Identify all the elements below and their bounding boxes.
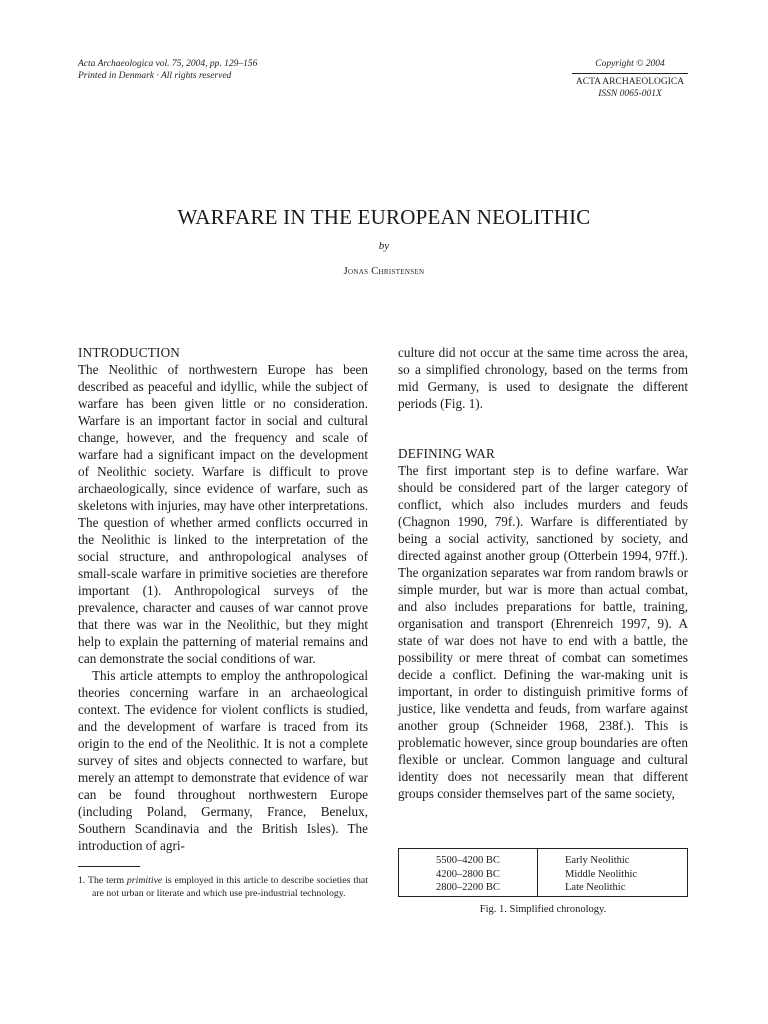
figure-caption: Fig. 1. Simplified chronology. — [479, 904, 607, 915]
footnote-text-after: is employed in this article to describe societies that are not urban or literate and which use pre-industrial technology. — [92, 875, 368, 899]
chronology-table — [398, 848, 688, 897]
section-heading-defining-war: DEFINING WAR — [398, 446, 496, 461]
footnote-rule — [78, 866, 140, 867]
left-column — [78, 344, 368, 854]
table-divider — [537, 849, 538, 896]
journal-citation — [78, 58, 257, 82]
periods-column — [565, 854, 637, 895]
journal-line: Acta Archaeologica vol. 75, 2004, pp. 129–156 — [78, 59, 258, 69]
right-column — [398, 344, 688, 802]
journal-masthead — [572, 58, 688, 100]
table-cell-period: Early Neolithic — [565, 855, 630, 866]
journal-name: ACTA ARCHAEOLOGICA — [575, 77, 685, 87]
intro-paragraph-1: The Neolithic of northwestern Europe has been described as peaceful and idyllic, while the subject of warfare has been given little or no consideration. Warfare is an important factor in social and cultural change, however, and the frequency and scale of warfare had a significant impact on the development of Neolithic society. Warfare is difficult to prove archaeologically, since evidence of warfare, such as skeletons with injuries, may have other interpretations. The question of whether armed conflicts occurred in the Neolithic is linked to the interpretation of the social structure, and anthropological analyses of small-scale warfare in primitive societies are therefore important (1). Anthropological surveys of the prevalence, character and causes of war cannot prove that there was war in the Neolithic, but they might help to explain the patterning of material remains and can demonstrate the social conditions of war. — [78, 362, 368, 666]
table-cell-period: Middle Neolithic — [565, 868, 638, 880]
author-name: Jonas Christensen — [343, 266, 425, 277]
footnote-italic-term: primitive — [126, 875, 163, 886]
footnote-text-before: The term — [88, 875, 127, 886]
table-cell-dates: 2800–2200 BC — [436, 882, 500, 893]
article-title: WARFARE IN THE EUROPEAN NEOLITHIC — [177, 205, 591, 229]
continued-paragraph: culture did not occur at the same time across the area, so a simplified chronology, based on the terms from mid Germany, is used to designate the different periods (Fig. 1). — [398, 345, 688, 411]
issn-line: ISSN 0065-001X — [598, 89, 662, 99]
dates-column — [399, 854, 537, 895]
defining-paragraph-1: The first important step is to define warfare. War should be considered part of the larger category of conflict, which also includes murders and feuds (Chagnon 1990, 79f.). Warfare is differentiated by being a social activity, sanctioned by society, and directed against another group (Otterbein 1994, 97ff.). The organization separates war from random brawls or simple murder, but war is more than actual combat, and also includes preparations for battle, training, organisation and transport (Ehrenreich 1997, 9). A state of war does not have to end with a battle, the possibility or mere threat of combat can sometimes decide a conflict. Defining the war-making unit is important, in order to distinguish primitive forms of justice, like vendetta and feuds, from warfare against another group (Schneider 1968, 238f.). This is problematic however, since group boundaries are often flexible or unclear. Common language and cultural identity does not necessarily mean that different groups consider themselves part of the same society, — [398, 463, 688, 801]
table-cell-dates: 4200–2800 BC — [436, 868, 500, 880]
footnote-number: 1. — [78, 875, 86, 886]
byline-by: by — [378, 240, 390, 252]
copyright-line: Copyright © 2004 — [595, 59, 665, 69]
section-heading-introduction: INTRODUCTION — [78, 345, 181, 360]
table-cell-period: Late Neolithic — [565, 882, 626, 893]
footnote — [78, 874, 368, 900]
intro-paragraph-2: This article attempts to employ the anthropological theories concerning warfare in an archaeological context. The evidence for violent conflicts is studied, and the development of warfare is traced from its origin to the end of the Neolithic. It is not a complete survey of sites and objects connected to warfare, but merely an attempt to demonstrate that evidence of war can be found throughout northwestern Europe (including Poland, Germany, France, Benelux, Southern Scandinavia and the British Isles). The introduction of agri- — [78, 668, 368, 853]
table-cell-dates: 5500–4200 BC — [436, 855, 500, 866]
masthead-rule — [572, 73, 688, 74]
printed-line: Printed in Denmark · All rights reserved — [78, 71, 232, 81]
